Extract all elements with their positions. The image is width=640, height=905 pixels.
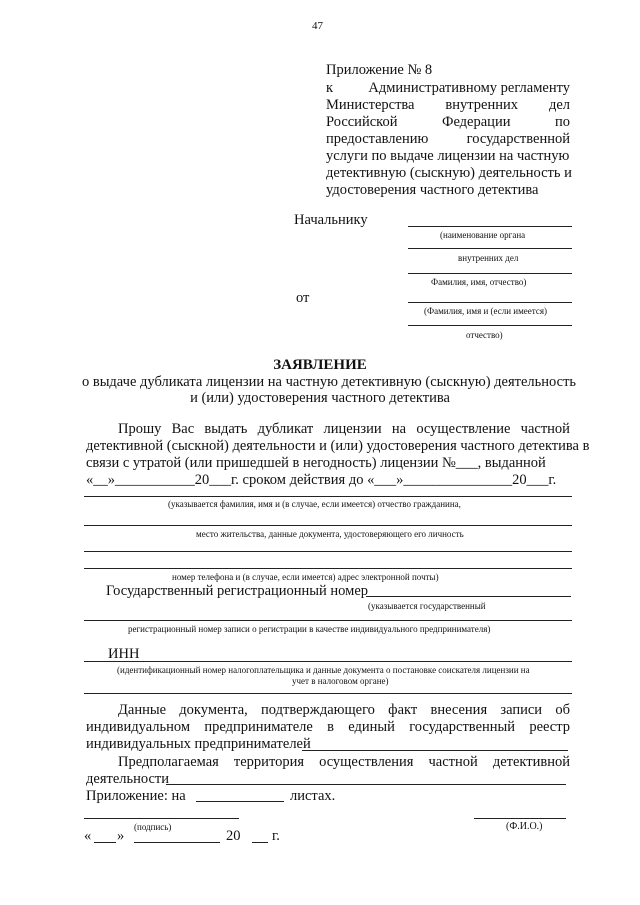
applicant-fio-hint: (указывается фамилия, имя и (в случае, если имеется) отчество гражданина, xyxy=(168,499,461,509)
to-hint: Фамилия, имя, отчество) xyxy=(431,277,527,287)
inn-hint: (идентификационный номер налогоплательщика и данные документа о постановке соискателя лицензии на xyxy=(117,665,530,675)
from-hint: отчество) xyxy=(466,330,503,340)
appendix-line: услуги по выдаче лицензии на частную xyxy=(326,148,570,164)
applicant-phone-line[interactable] xyxy=(84,568,572,569)
page-number: 47 xyxy=(312,20,323,32)
date-month-field[interactable] xyxy=(134,842,220,843)
territory-field[interactable] xyxy=(166,784,566,785)
egrip-paragraph-line: индивидуальных предпринимателей xyxy=(86,736,311,752)
appendix-line: предоставлению государственной xyxy=(326,131,570,147)
document-title: ЗАЯВЛЕНИЕ xyxy=(273,357,367,373)
applicant-residence-line[interactable] xyxy=(84,551,572,552)
request-paragraph-line: связи с утратой (или пришедшей в негодность) лицензии №___, выданной xyxy=(86,455,546,471)
attachment-sheets-label: листах. xyxy=(290,788,336,804)
territory-paragraph-line: Предполагаемая территория осуществления частной детективной xyxy=(118,754,570,770)
territory-paragraph-line: деятельности xyxy=(86,771,170,787)
request-paragraph-line: детективной (сыскной) деятельности и (или) удостоверения частного детектива в xyxy=(86,438,590,454)
appendix-line: Российской Федерации по xyxy=(326,114,570,130)
fio-hint: (Ф.И.О.) xyxy=(506,821,543,832)
appendix-number: Приложение № 8 xyxy=(326,62,433,78)
attachment-label: Приложение: на xyxy=(86,788,186,804)
to-hint: внутренних дел xyxy=(458,253,519,263)
document-subtitle: о выдаче дубликата лицензии на частную детективную (сыскную) деятельность xyxy=(81,374,577,390)
from-hint: (Фамилия, имя и (если имеется) xyxy=(424,306,547,316)
egrip-paragraph-line: индивидуальном предпринимателе в единый государственный реестр xyxy=(86,719,570,735)
appendix-line: Министерства внутренних дел xyxy=(326,97,570,113)
signature-line[interactable] xyxy=(84,818,239,819)
to-field-line[interactable] xyxy=(408,248,572,249)
applicant-residence-line[interactable] xyxy=(84,525,572,526)
from-field-line[interactable] xyxy=(408,302,572,303)
appendix-line: детективную (сыскную) деятельность и xyxy=(326,165,572,181)
date-day-field[interactable] xyxy=(94,842,116,843)
reg-number-hint: регистрационный номер записи о регистрации в качестве индивидуального предпринимателя) xyxy=(128,624,491,634)
from-field-line[interactable] xyxy=(408,325,572,326)
reg-number-hint: (указывается государственный xyxy=(368,601,486,611)
fio-line[interactable] xyxy=(474,818,566,819)
from-label: от xyxy=(296,290,310,306)
to-hint: (наименование органа xyxy=(440,230,526,240)
egrip-paragraph-line: Данные документа, подтверждающего факт внесения записи об xyxy=(118,702,570,718)
inn-label: ИНН xyxy=(108,646,140,662)
to-label: Начальнику xyxy=(294,212,368,228)
egrip-field[interactable] xyxy=(302,750,568,751)
appendix-line: удостоверения частного детектива xyxy=(326,182,539,198)
applicant-phone-hint: номер телефона и (в случае, если имеется) адрес электронной почты) xyxy=(172,572,439,582)
appendix-line: к Административному регламенту xyxy=(326,80,570,96)
reg-number-label: Государственный регистрационный номер xyxy=(106,583,369,599)
inn-line[interactable] xyxy=(84,693,572,694)
applicant-residence-hint: место жительства, данные документа, удостоверяющего его личность xyxy=(196,529,464,539)
applicant-fio-line[interactable] xyxy=(84,496,572,497)
reg-number-line[interactable] xyxy=(84,620,572,621)
to-field-line[interactable] xyxy=(408,273,572,274)
inn-field[interactable] xyxy=(84,661,572,662)
request-paragraph-line: «__»___________20___г. сроком действия до «___»_______________20___г. xyxy=(86,472,557,488)
attachment-count-field[interactable] xyxy=(196,801,284,802)
request-paragraph-line: Прошу Вас выдать дубликат лицензии на осуществление частной xyxy=(118,421,570,437)
document-subtitle: и (или) удостоверения частного детектива xyxy=(190,390,450,406)
inn-hint: учет в налоговом органе) xyxy=(292,676,389,686)
signature-hint: (подпись) xyxy=(134,822,172,832)
reg-number-field[interactable] xyxy=(366,596,571,597)
to-field-line[interactable] xyxy=(408,226,572,227)
date-year-field[interactable] xyxy=(252,842,268,843)
